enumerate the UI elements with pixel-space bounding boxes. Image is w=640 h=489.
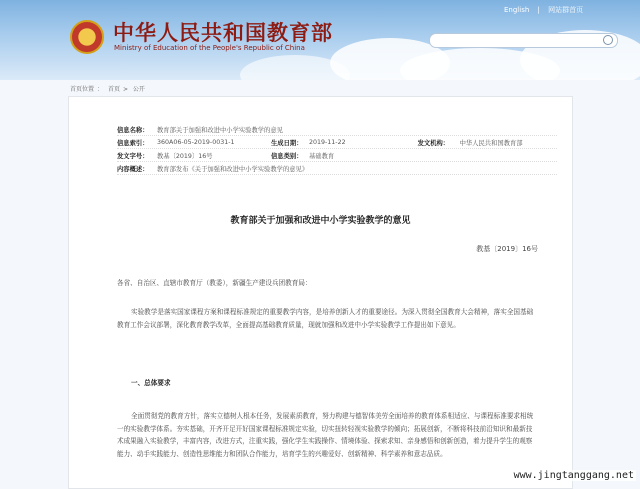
meta-value: 360A06-05-2019-0031-1 [157, 138, 235, 146]
watermark-text: www.jingtanggang.net [513, 470, 634, 481]
meta-value: 2019-11-22 [309, 138, 346, 146]
meta-label: 发文机构： [417, 139, 450, 147]
meta-value: 教育部关于加强和改进中小学实验教学的意见 [157, 126, 283, 134]
national-emblem-icon[interactable] [70, 20, 104, 54]
section-heading: 一、总体要求 [131, 379, 171, 387]
top-links [504, 5, 583, 15]
site-group-link[interactable]: 网站群首页 [548, 6, 584, 14]
site-title[interactable]: 中华人民共和国教育部 [113, 21, 333, 45]
article-panel [68, 96, 573, 489]
breadcrumb-home[interactable]: 首页 [107, 86, 120, 93]
site-header [0, 0, 640, 80]
meta-value: 教基〔2019〕16号 [157, 152, 213, 160]
body-paragraph: 全面贯彻党的教育方针，落实立德树人根本任务，发展素质教育，努力构建与德智体美劳全面培养的教育体系相适应、与课程标准要求相统一的实验教学体系。夯实基础，开齐开足开好国家课程标准规定实验，切实扭转轻视实验教学的倾向；拓展创新，不断将科技前沿知识和最新技术成果融入实验教学，丰富内容，改进方式，注重实践，强化学生实践操作、情境体验、探索求知、亲身感悟和创新创造，着力提升学生的观察能力、动手实践能力、创造性思维能力和团队合作能力，培育学生的兴趣爱好、创新精神、科学素养和意志品质。 [117, 412, 534, 458]
meta-label: 信息类别： [271, 152, 303, 160]
meta-row [117, 136, 557, 149]
breadcrumb: 首页位置 ： 首页 > 公开 [70, 86, 145, 93]
meta-value: 教育部发布《关于加强和改进中小学实验教学的意见》 [157, 165, 309, 173]
meta-value: 中华人民共和国教育部 [459, 139, 523, 147]
document-title: 教育部关于加强和改进中小学实验教学的意见 [230, 216, 411, 226]
meta-value: 基础教育 [309, 152, 335, 160]
meta-row [117, 149, 557, 162]
document-number: 教基〔2019〕16号 [476, 245, 538, 253]
intro-paragraph: 实验教学是落实国家课程方案和课程标准规定的重要教学内容，是培养创新人才的重要途径。为深入贯彻全国教育大会精神，落实全国基础教育工作会议部署，深化教育教学改革，全面提高基础教育质量，现就加强和改进中小学实验教学工作提出如下意见。 [117, 308, 534, 329]
meta-label: 生成日期： [271, 139, 303, 147]
breadcrumb-public[interactable]: 公开 [132, 86, 145, 93]
addressee-paragraph: 各省、自治区、直辖市教育厅（教委），新疆生产建设兵团教育局： [117, 279, 312, 287]
meta-label: 信息名称： [117, 126, 149, 134]
search-icon[interactable] [603, 35, 613, 45]
meta-label: 发文字号： [117, 152, 149, 160]
link-separator: | [537, 6, 540, 14]
site-subtitle: Ministry of Education of the People's Republic of China [114, 44, 305, 52]
english-link[interactable]: English [504, 6, 530, 14]
breadcrumb-label: 首页位置 [70, 86, 95, 93]
meta-label: 内容概述： [117, 165, 149, 173]
meta-label: 信息索引： [117, 139, 149, 147]
meta-row [117, 123, 557, 136]
meta-row [117, 162, 557, 175]
search-input[interactable] [429, 33, 618, 48]
info-table [117, 123, 557, 175]
